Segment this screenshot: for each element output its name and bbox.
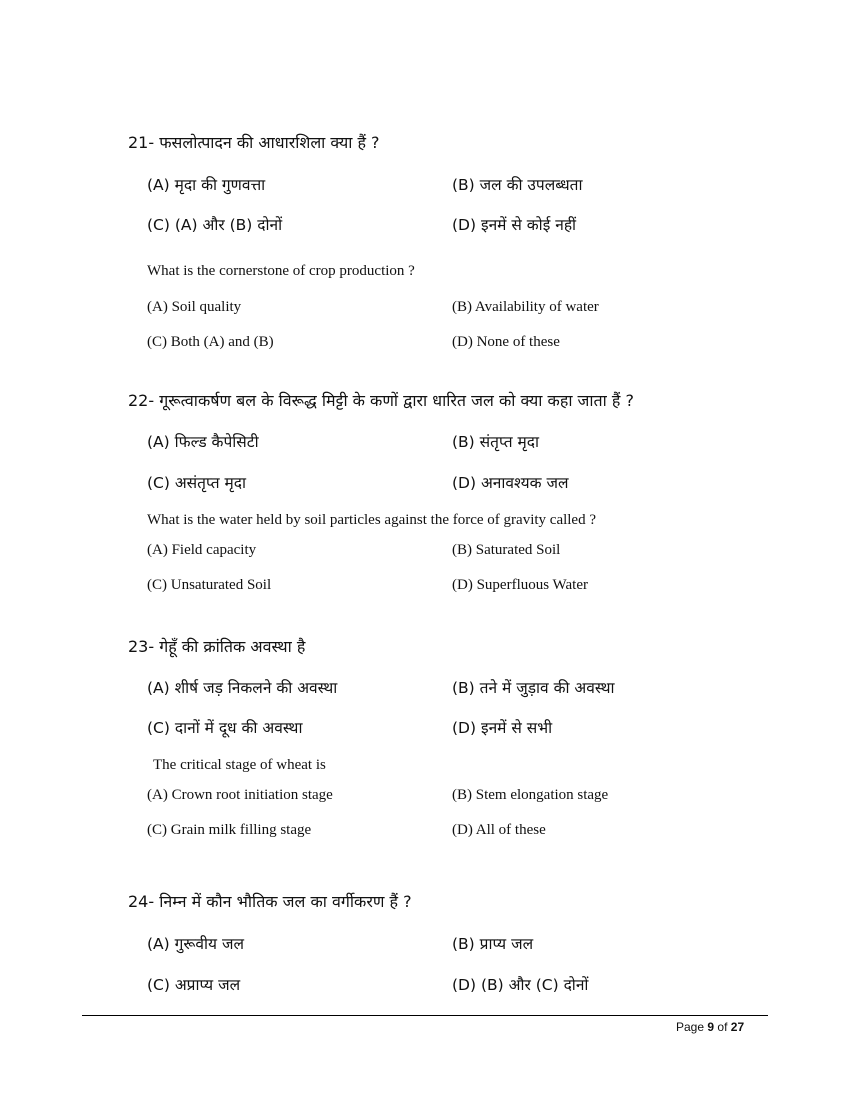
q21-option-c-hindi: (C) (A) और (B) दोनों bbox=[147, 216, 283, 234]
q24-option-d-hindi: (D) (B) और (C) दोनों bbox=[452, 976, 589, 994]
q23-option-a-hindi: (A) शीर्ष जड़ निकलने की अवस्था bbox=[147, 679, 338, 697]
q23-option-d-hindi: (D) इनमें से सभी bbox=[452, 719, 553, 737]
q21-option-d-english: (D) None of these bbox=[452, 334, 560, 350]
footer-divider bbox=[82, 1015, 768, 1016]
q22-option-c-english: (C) Unsaturated Soil bbox=[147, 577, 272, 593]
page-number bbox=[676, 1020, 744, 1034]
question-21-title-english: What is the cornerstone of crop production ? bbox=[147, 263, 415, 279]
q24-option-b-hindi: (B) प्राप्य जल bbox=[452, 935, 534, 953]
q22-option-a-english: (A) Field capacity bbox=[147, 542, 257, 558]
of-word: of bbox=[717, 1020, 728, 1034]
q22-option-d-english: (D) Superfluous Water bbox=[452, 577, 588, 593]
total-pages: 27 bbox=[730, 1020, 745, 1034]
q24-option-c-hindi: (C) अप्राप्य जल bbox=[147, 976, 241, 994]
q21-option-b-english: (B) Availability of water bbox=[452, 299, 599, 315]
q23-option-b-english: (B) Stem elongation stage bbox=[452, 787, 609, 803]
q22-option-a-hindi: (A) फिल्ड कैपेसिटी bbox=[147, 433, 259, 451]
page-word: Page bbox=[676, 1020, 705, 1034]
question-23-title-hindi: 23- गेहूँ की क्रांतिक अवस्था है bbox=[128, 637, 306, 656]
q22-option-d-hindi: (D) अनावश्यक जल bbox=[452, 474, 569, 492]
q23-option-b-hindi: (B) तने में जुड़ाव की अवस्था bbox=[452, 679, 615, 697]
current-page: 9 bbox=[707, 1020, 715, 1034]
q23-option-d-english: (D) All of these bbox=[452, 822, 546, 838]
q23-option-a-english: (A) Crown root initiation stage bbox=[147, 787, 333, 803]
q23-option-c-english: (C) Grain milk filling stage bbox=[147, 822, 312, 838]
q22-option-c-hindi: (C) असंतृप्त मृदा bbox=[147, 474, 247, 492]
q24-option-a-hindi: (A) गुरूवीय जल bbox=[147, 935, 244, 953]
q23-option-c-hindi: (C) दानों में दूध की अवस्था bbox=[147, 719, 303, 737]
q21-option-b-hindi: (B) जल की उपलब्धता bbox=[452, 176, 583, 194]
question-22-title-english: What is the water held by soil particles against the force of gravity called ? bbox=[147, 512, 596, 528]
question-24-title-hindi: 24- निम्न में कौन भौतिक जल का वर्गीकरण हैं ? bbox=[128, 892, 412, 911]
q21-option-a-hindi: (A) मृदा की गुणवत्ता bbox=[147, 176, 266, 194]
q22-option-b-hindi: (B) संतृप्त मृदा bbox=[452, 433, 540, 451]
q21-option-c-english: (C) Both (A) and (B) bbox=[147, 334, 274, 350]
question-22-title-hindi: 22- गूरूत्वाकर्षण बल के विरूद्ध मिट्टी के कणों द्वारा धारित जल को क्या कहा जाता हैं ? bbox=[128, 391, 634, 410]
q22-option-b-english: (B) Saturated Soil bbox=[452, 542, 561, 558]
question-23-title-english: The critical stage of wheat is bbox=[153, 757, 326, 773]
q21-option-d-hindi: (D) इनमें से कोई नहीं bbox=[452, 216, 577, 234]
q21-option-a-english: (A) Soil quality bbox=[147, 299, 242, 315]
question-21-title-hindi: 21- फसलोत्पादन की आधारशिला क्या हैं ? bbox=[128, 133, 380, 152]
